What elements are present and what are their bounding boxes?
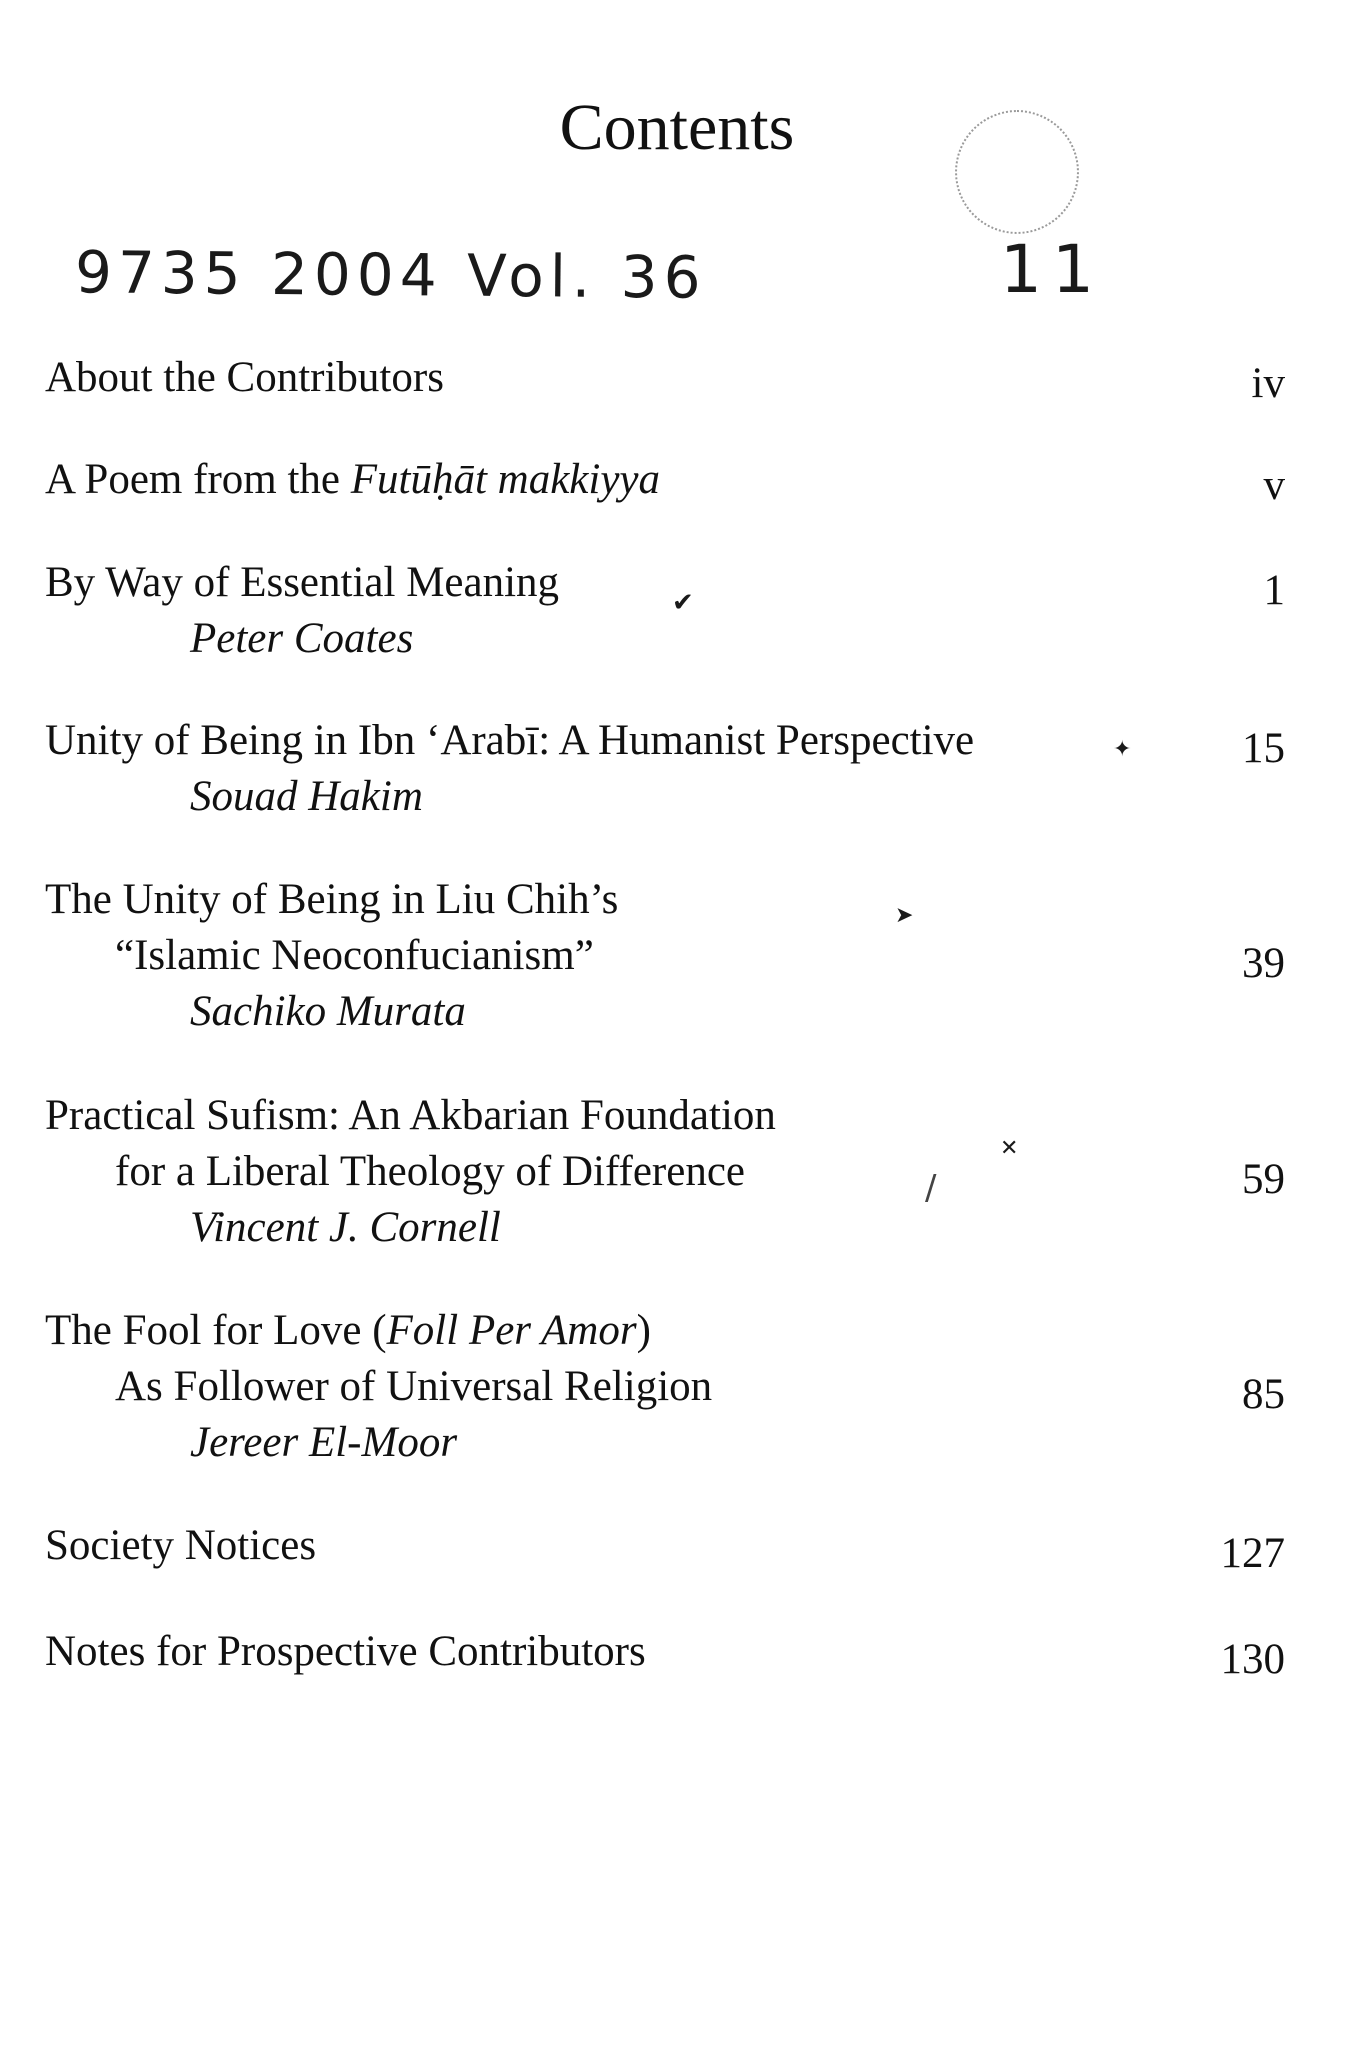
entry-title: Society Notices <box>45 1522 317 1569</box>
entry-title: About the Contributors <box>45 354 444 401</box>
page-number: v <box>1263 462 1285 509</box>
pencil-mark-icon: ✦ <box>1113 737 1132 762</box>
entry-title <box>45 452 1285 508</box>
entry-title-prefix: A Poem from the <box>45 456 351 503</box>
page-number: 130 <box>1220 1636 1285 1683</box>
page-number: 59 <box>1242 1156 1285 1203</box>
page-number: 15 <box>1242 725 1285 772</box>
toc-entry-unity-humanist[interactable] <box>45 713 1285 825</box>
toc-entry-society-notices[interactable] <box>45 1518 1285 1577</box>
entry-author: Souad Hakim <box>190 773 423 820</box>
entry-title-line-1 <box>45 1303 1285 1359</box>
entry-title-line-2: for a Liberal Theology of Difference <box>115 1148 745 1195</box>
pencil-mark-icon: ➤ <box>895 903 914 928</box>
entry-title-line-1: The Unity of Being in Liu Chih’s <box>45 876 619 923</box>
pencil-mark-icon: / <box>925 1168 937 1208</box>
toc-entry-contributors[interactable] <box>45 350 1285 406</box>
pencil-mark-icon: ✕ <box>1000 1136 1019 1161</box>
entry-title: Notes for Prospective Contributors <box>45 1628 646 1675</box>
entry-title-line-1: Practical Sufism: An Akbarian Foundation <box>45 1092 776 1139</box>
page-title: Contents <box>559 91 795 164</box>
entry-author: Sachiko Murata <box>190 988 466 1035</box>
entry-author: Peter Coates <box>190 615 414 662</box>
entry-title-italic: Foll Per Amor <box>386 1307 637 1354</box>
toc-entry-notes-contributors[interactable] <box>45 1624 1285 1683</box>
entry-title: Unity of Being in Ibn ‘Arabī: A Humanist Perspective <box>45 717 975 764</box>
toc-entry-essential-meaning[interactable] <box>45 555 1285 667</box>
entry-title: By Way of Essential Meaning <box>45 559 560 606</box>
toc-entry-practical-sufism[interactable] <box>45 1088 1285 1256</box>
entry-title-line-2: “Islamic Neoconfucianism” <box>115 932 594 979</box>
entry-title-line-2: As Follower of Universal Religion <box>115 1363 713 1410</box>
handwritten-mark: 11 <box>1000 231 1104 308</box>
page-number: 1 <box>1263 567 1285 614</box>
entry-title-prefix: The Fool for Love ( <box>45 1307 387 1354</box>
toc-entry-poem[interactable] <box>45 452 1285 508</box>
page-number: iv <box>1251 360 1285 407</box>
entry-title-suffix: ) <box>636 1307 651 1354</box>
toc-entry-fool-for-love[interactable] <box>45 1303 1285 1471</box>
entry-author: Jereer El-Moor <box>190 1419 458 1466</box>
page-number: 127 <box>1220 1530 1285 1577</box>
entry-author: Vincent J. Cornell <box>190 1204 501 1251</box>
page-number: 85 <box>1242 1371 1285 1418</box>
page-number: 39 <box>1242 940 1285 987</box>
entry-title-italic: Futūḥāt makkiyya <box>350 456 661 503</box>
pencil-mark-icon: ✔ <box>672 588 694 618</box>
toc-entry-liu-chih[interactable] <box>45 872 1285 1040</box>
handwritten-call-number: 9735 2004 Vol. 36 <box>74 238 707 312</box>
